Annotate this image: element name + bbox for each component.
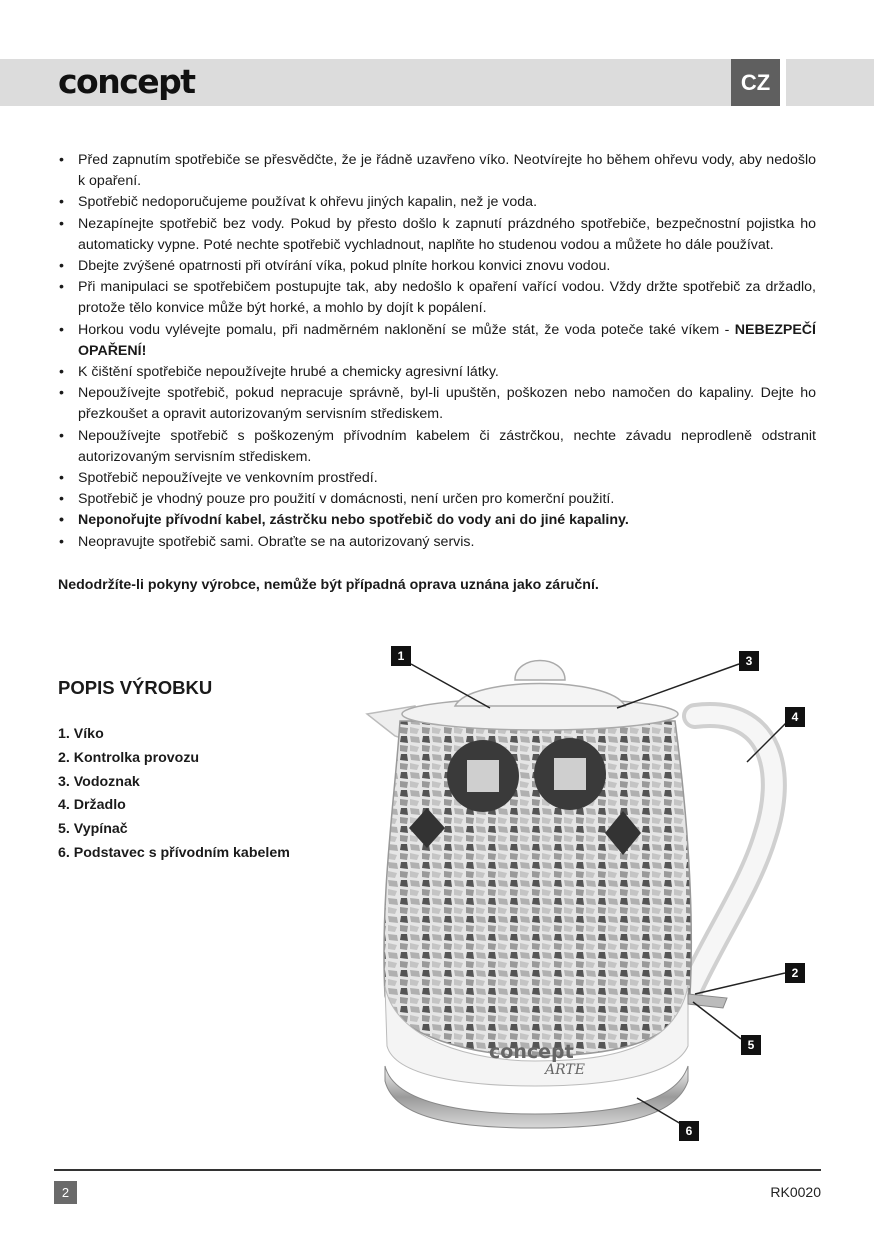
language-badge: CZ <box>731 59 780 106</box>
part-item: 1. Víko <box>58 726 104 742</box>
section-title: POPIS VÝROBKU <box>58 677 213 698</box>
callout-2: 2 <box>785 963 805 983</box>
switch-shape <box>688 994 727 1008</box>
list-item: • Při manipulaci se spotřebičem postupujte tak, aby nedošlo k opaření vařící vodou. Vždy držte spotřebič za držadlo, protože tělo konvice může být horké, a mohlo by dojít k popálení. <box>58 277 816 319</box>
callout-1: 1 <box>391 646 411 666</box>
danger-label: NEBEZPEČÍ OPAŘENÍ! <box>78 321 816 359</box>
part-item: 2. Kontrolka provozu <box>58 749 200 766</box>
part-item: 3. Vodoznak <box>58 773 140 790</box>
kettle-figure <box>355 636 825 1151</box>
list-item: • Nepoužívejte spotřebič s poškozeným přívodním kabelem či zástrčkou, nechte závadu neprodleně odstranit autorizovaným servisním střediskem. <box>58 426 816 468</box>
list-item: • Spotřebič je vhodný pouze pro použití v domácnosti, není určen pro komerční použití. <box>58 489 816 510</box>
kettle-illustration <box>355 636 825 1151</box>
list-item: • K čištění spotřebiče nepoužívejte hrubé a chemicky agresivní látky. <box>58 362 816 383</box>
list-item-text: Horkou vodu vylévejte pomalu, při nadměrném naklonění se může stát, že voda poteče také víkem - <box>78 321 730 338</box>
page-number: 2 <box>54 1181 77 1204</box>
product-logo: concept <box>489 1041 574 1063</box>
warranty-note: Nedodržíte-li pokyny výrobce, nemůže být případná oprava uznána jako záruční. <box>58 577 599 593</box>
product-line-label: ARTE <box>545 1062 585 1078</box>
footer-rule <box>54 1169 821 1171</box>
callout-6: 6 <box>679 1121 699 1141</box>
list-item: • Neponořujte přívodní kabel, zástrčku nebo spotřebič do vody ani do jiné kapaliny. <box>58 510 816 531</box>
list-item: • Spotřebič nepoužívejte ve venkovním prostředí. <box>58 468 816 489</box>
list-item <box>58 320 816 362</box>
brand-logo: concept <box>58 62 195 101</box>
part-item: 5. Vypínač <box>58 821 128 838</box>
callout-5: 5 <box>741 1035 761 1055</box>
part-item: 4. Držadlo <box>58 797 126 814</box>
list-item: • Před zapnutím spotřebiče se přesvědčte, že je řádně uzavřeno víko. Neotvírejte ho během ohřevu vody, aby nedošlo k opaření. <box>58 150 816 192</box>
list-item: • Nepoužívejte spotřebič, pokud nepracuje správně, byl-li upuštěn, poškozen nebo namočen do kapaliny. Dejte ho přezkoušet a opravit autorizovaným servisním střediskem. <box>58 383 816 425</box>
list-item: • Dbejte zvýšené opatrnosti při otvírání víka, pokud plníte horkou konvici znovu vodou. <box>58 256 816 277</box>
list-item: • Spotřebič nedoporučujeme používat k ohřevu jiných kapalin, než je voda. <box>58 192 816 213</box>
list-item: • Nezapínejte spotřebič bez vody. Pokud by přesto došlo k zapnutí prázdného spotřebiče, bezpečnostní pojistka ho automaticky vypne. Poté nechte spotřebič vychladnout, naplňte ho studenou vodou a můžete ho dále používat. <box>58 214 816 256</box>
callout-4: 4 <box>785 707 805 727</box>
part-item: 6. Podstavec s přívodním kabelem <box>58 844 290 861</box>
safety-instructions-list <box>58 150 816 553</box>
callout-3: 3 <box>739 651 759 671</box>
header-divider <box>780 59 786 106</box>
parts-list <box>58 723 290 866</box>
list-item: • Neopravujte spotřebič sami. Obraťte se na autorizovaný servis. <box>58 532 816 553</box>
model-code: RK0020 <box>770 1184 821 1200</box>
